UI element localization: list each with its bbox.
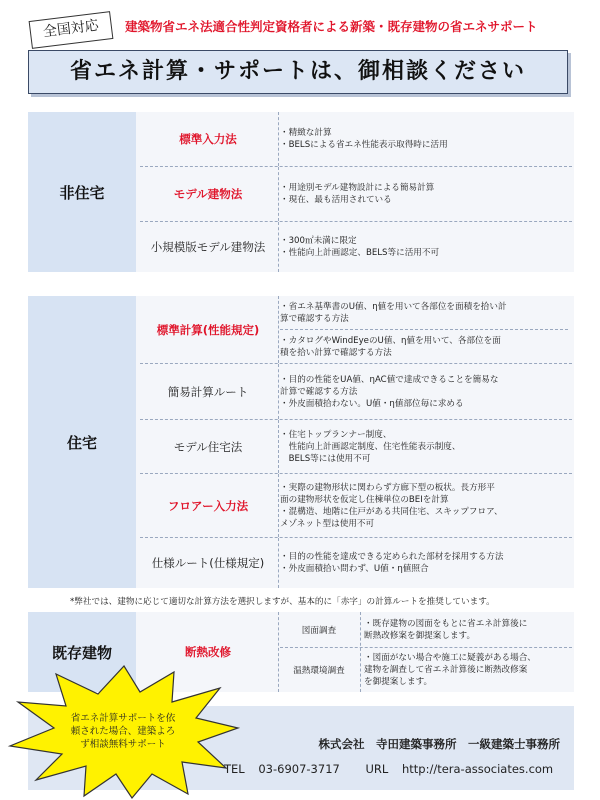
- free-consultation-callout: 省エネ計算サポートを依 頼された場合、建築よろ ず相談無料サポート: [70, 713, 176, 750]
- tagline: 建築物省エネ法適合性判定資格者による新築・既存建物の省エネサポート: [125, 19, 538, 34]
- method-label: フロアー入力法: [167, 498, 249, 513]
- website-link[interactable]: http://tera-associates.com: [401, 762, 554, 776]
- method-description: ・実際の建物形状に関わらず方廊下型の板状。長方形平 面の建物形状を仮定し住棟単位のBEIを計算 ・混構造、地階に住戸がある共同住宅、スキップフロア、 メゾネット型は使用不可: [280, 482, 503, 529]
- method-label: 断熱改修: [185, 645, 231, 659]
- method-label: 仕様ルート(仕様規定): [151, 556, 265, 570]
- table-row: [140, 364, 572, 420]
- method-description: ・300㎡未満に限定 ・性能向上計画認定、BELS等に活用不可: [280, 236, 440, 258]
- method-label: モデル建物法: [173, 187, 243, 201]
- section-label-residential: 住宅: [28, 296, 136, 588]
- section-label-non-residential: 非住宅: [28, 112, 136, 272]
- method-description: ・精緻な計算 ・BELSによる省エネ性能表示取得時に活用: [280, 128, 448, 150]
- company-name: 株式会社 寺田建築事務所 一級建築士事務所: [318, 737, 560, 751]
- method-label: 小規模版モデル建物法: [150, 240, 266, 254]
- method-description: ・目的の性能をUA値、ηAC値で達成できることを簡易な 計算で確認する方法 ・外皮面積拾わない。U値・η値部位毎に求める: [280, 374, 499, 409]
- section-label-existing: 既存建物: [28, 612, 136, 692]
- table-row: [140, 538, 572, 588]
- method-description: ・用途別モデル建物設計による簡易計算 ・現在、最も活用されている: [280, 183, 435, 205]
- method-label: 簡易計算ルート: [167, 384, 249, 399]
- tel-number[interactable]: 03-6907-3717: [258, 762, 340, 776]
- survey-description: ・既存建物の図面をもとに省エネ計算後に 断熱改修案を御提案します。: [364, 619, 528, 641]
- method-description: ・省エネ基準書のU値、η値を用いて各部位を面積を拾い計 算で確認する方法 ・カタログやWindEyeのU値、η値を用いて、各部位を面 積を拾い計算で確認する方法: [280, 296, 572, 363]
- survey-description: ・図面がない場合や施工に疑義がある場合、 建物を調査して省エネ計算後に断熱改修案 を御提案します。: [364, 653, 536, 687]
- table-row: [140, 167, 572, 222]
- table-row: [140, 474, 572, 538]
- nationwide-badge: 全国対応: [29, 11, 114, 49]
- method-description: ・住宅トップランナー制度、 性能向上計画認定制度、住宅性能表示制度、 BELS等には使用不可: [280, 429, 461, 464]
- method-description: ・目的の性能を達成できる定められた部材を採用する方法 ・外皮面積拾い問わず、U値・η値照合: [280, 552, 504, 574]
- survey-type-label: 温熱環境調査: [293, 666, 345, 676]
- method-label: モデル住宅法: [173, 439, 243, 454]
- contact-line: [224, 762, 563, 776]
- tel-label: TEL: [224, 762, 245, 776]
- url-label: URL: [365, 762, 389, 776]
- table-row: [140, 222, 572, 272]
- table-row: [140, 296, 572, 364]
- recommendation-note: *弊社では、建物に応じて適切な計算方法を選択しますが、基本的に「赤字」の計算ルートを推奨しています。: [70, 597, 495, 607]
- page-title: 省エネ計算・サポートは、御相談ください: [28, 50, 568, 94]
- table-row: [140, 112, 572, 167]
- non-residential-section: [28, 112, 574, 272]
- table-row: [140, 420, 572, 474]
- method-label: 標準計算(性能規定): [156, 322, 260, 337]
- method-label: 標準入力法: [179, 132, 237, 146]
- residential-section: [28, 296, 574, 588]
- survey-type-label: 図面調査: [301, 626, 337, 636]
